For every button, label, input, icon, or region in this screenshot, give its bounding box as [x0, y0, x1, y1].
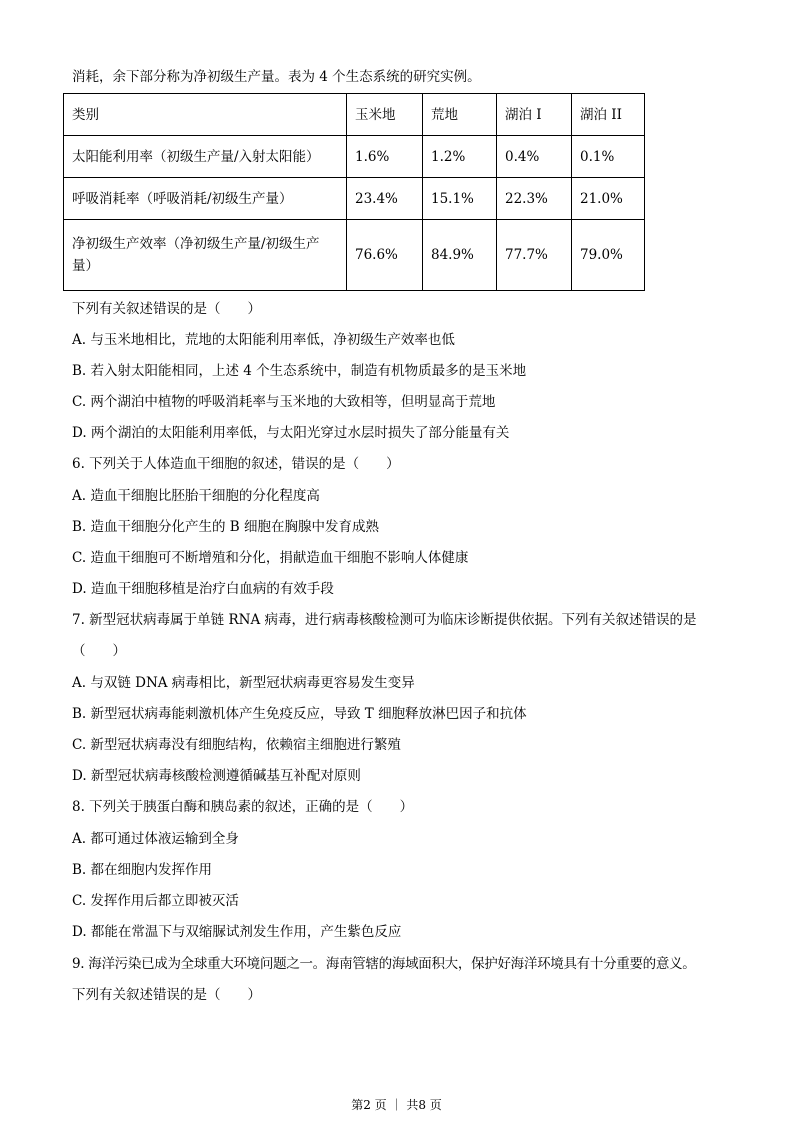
ecosystem-table: [63, 93, 645, 291]
page-footer: 第2 页 ｜ 共8 页: [351, 1098, 442, 1112]
table-cell: 净初级生产效率（净初级生产量/初级生产量）: [64, 220, 347, 291]
q9-stem-cont: 下列有关叙述错误的是（ ）: [72, 987, 261, 1003]
table-header-cell: 湖泊 I: [497, 94, 572, 136]
q7-option-d: D. 新型冠状病毒核酸检测遵循碱基互补配对原则: [72, 768, 361, 784]
q6-stem: 6. 下列关于人体造血干细胞的叙述，错误的是（ ）: [72, 456, 400, 472]
table-row: [64, 136, 645, 178]
q6-option-d: D. 造血干细胞移植是治疗白血病的有效手段: [72, 581, 334, 597]
q7-option-c: C. 新型冠状病毒没有细胞结构，依赖宿主细胞进行繁殖: [72, 737, 401, 753]
table-cell: 1.2%: [423, 136, 497, 178]
table-cell: 21.0%: [572, 178, 645, 220]
table-header-cell: 湖泊 II: [572, 94, 645, 136]
q5-option-d: D. 两个湖泊的太阳能利用率低，与太阳光穿过水层时损失了部分能量有关: [72, 425, 510, 441]
table-header-cell: 类别: [64, 94, 347, 136]
table-row: [64, 220, 645, 291]
q8-option-c: C. 发挥作用后都立即被灭活: [72, 893, 239, 909]
table-cell: 15.1%: [423, 178, 497, 220]
q8-stem: 8. 下列关于胰蛋白酶和胰岛素的叙述，正确的是（ ）: [72, 799, 414, 815]
table-header-cell: 玉米地: [347, 94, 423, 136]
table-cell: 呼吸消耗率（呼吸消耗/初级生产量）: [64, 178, 347, 220]
table-cell: 84.9%: [423, 220, 497, 291]
table-cell: 76.6%: [347, 220, 423, 291]
q7-option-b: B. 新型冠状病毒能刺激机体产生免疫反应，导致 T 细胞释放淋巴因子和抗体: [72, 706, 527, 722]
table-cell: 79.0%: [572, 220, 645, 291]
table-cell: 1.6%: [347, 136, 423, 178]
q5-option-a: A. 与玉米地相比，荒地的太阳能利用率低，净初级生产效率也低: [72, 332, 455, 348]
table-cell: 太阳能利用率（初级生产量/入射太阳能）: [64, 136, 347, 178]
q8-option-a: A. 都可通过体液运输到全身: [72, 831, 239, 847]
q5-stem: 下列有关叙述错误的是（ ）: [72, 301, 261, 317]
q5-option-c: C. 两个湖泊中植物的呼吸消耗率与玉米地的大致相等，但明显高于荒地: [72, 394, 496, 410]
q9-stem: 9. 海洋污染已成为全球重大环境问题之一。海南管辖的海域面积大，保护好海洋环境具有十分重要的意义。: [72, 956, 696, 972]
q6-option-a: A. 造血干细胞比胚胎干细胞的分化程度高: [72, 488, 320, 504]
q6-option-b: B. 造血干细胞分化产生的 B 细胞在胸腺中发育成熟: [72, 519, 380, 535]
table-cell: 77.7%: [497, 220, 572, 291]
q6-option-c: C. 造血干细胞可不断增殖和分化，捐献造血干细胞不影响人体健康: [72, 550, 469, 566]
intro-text: 消耗，余下部分称为净初级生产量。表为 4 个生态系统的研究实例。: [72, 69, 481, 85]
q8-option-d: D. 都能在常温下与双缩脲试剂发生作用，产生紫色反应: [72, 924, 402, 940]
q7-stem: 7. 新型冠状病毒属于单链 RNA 病毒，进行病毒核酸检测可为临床诊断提供依据。下列有关叙述错误的是: [72, 612, 697, 628]
table-cell: 22.3%: [497, 178, 572, 220]
table-header-row: [64, 94, 645, 136]
table-cell: 23.4%: [347, 178, 423, 220]
table-cell: 0.4%: [497, 136, 572, 178]
table-header-cell: 荒地: [423, 94, 497, 136]
q7-stem-cont: （ ）: [72, 643, 126, 659]
q8-option-b: B. 都在细胞内发挥作用: [72, 862, 213, 878]
table-row: [64, 178, 645, 220]
q5-option-b: B. 若入射太阳能相同，上述 4 个生态系统中，制造有机物质最多的是玉米地: [72, 363, 527, 379]
q7-option-a: A. 与双链 DNA 病毒相比，新型冠状病毒更容易发生变异: [72, 675, 415, 691]
table-cell: 0.1%: [572, 136, 645, 178]
